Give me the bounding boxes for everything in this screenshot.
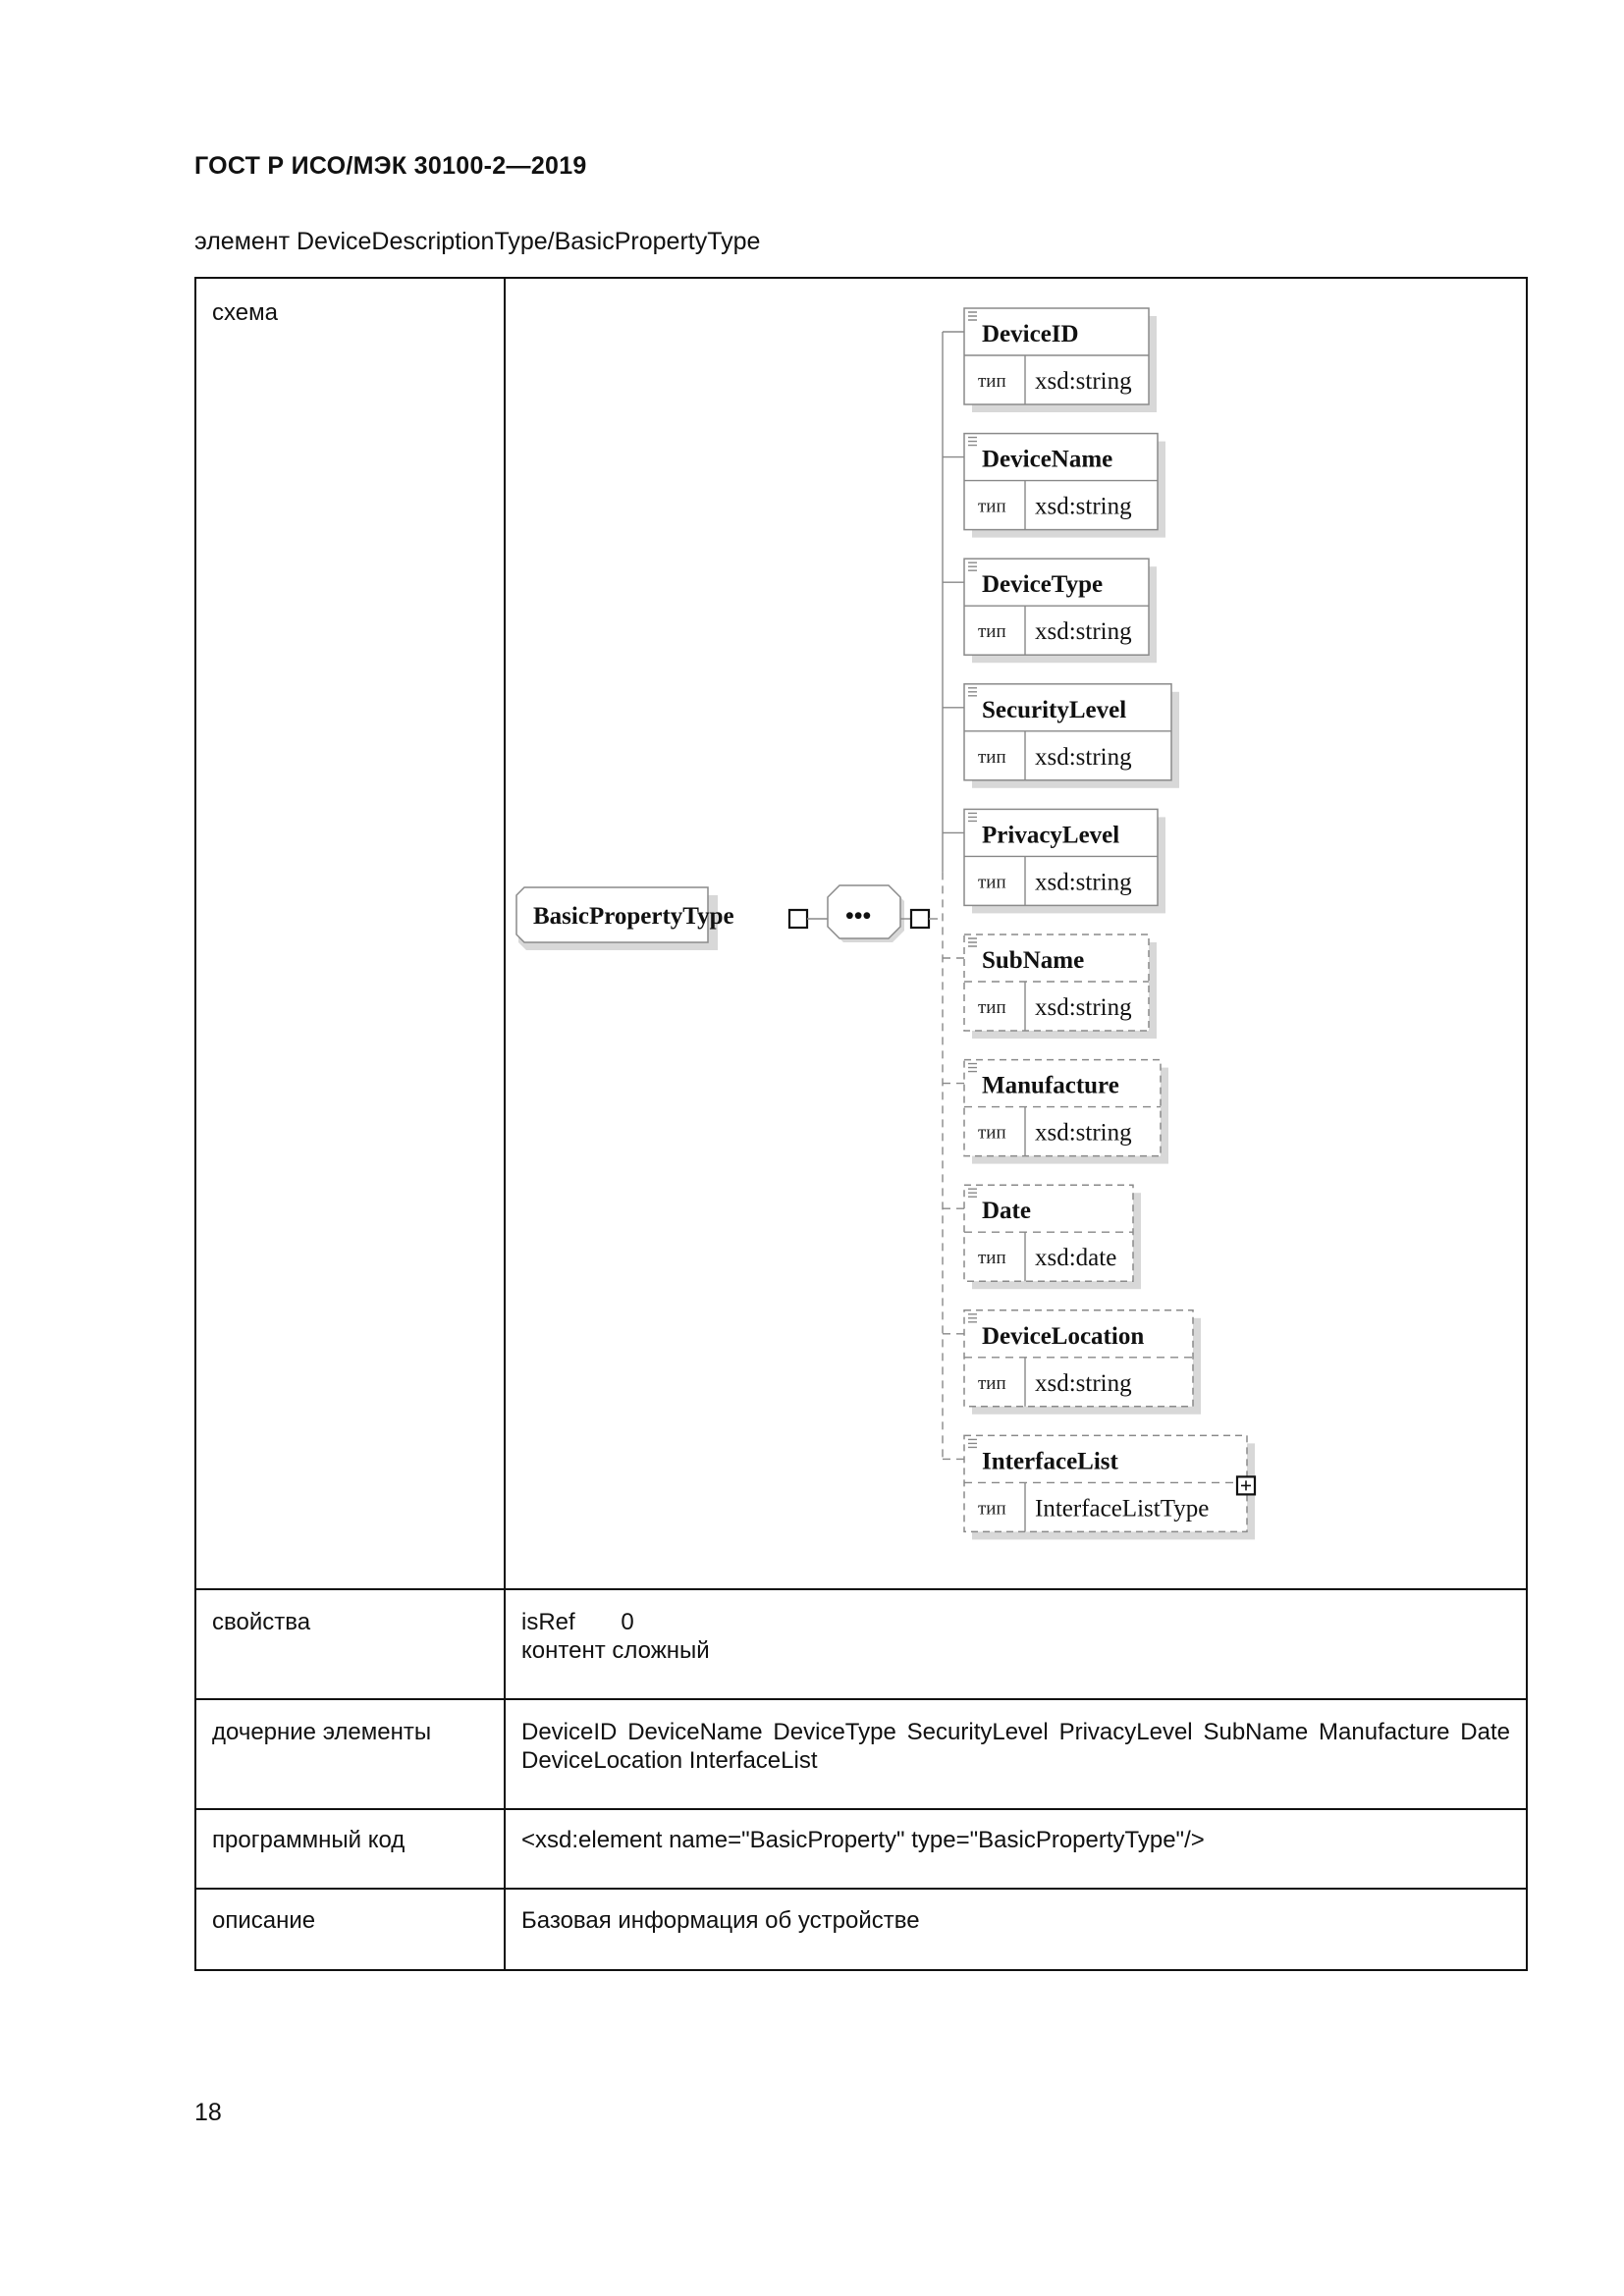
schema-element-type: xsd:string (1035, 618, 1132, 646)
schema-element-name: PrivacyLevel (982, 822, 1120, 849)
schema-element-privacylevel (943, 809, 1165, 913)
type-label: тип (978, 746, 1006, 768)
isref-line (521, 1608, 1510, 1636)
schema-element-name: Date (982, 1198, 1031, 1225)
sequence-collapse-icon[interactable] (911, 910, 929, 928)
schema-element-securitylevel (943, 684, 1179, 788)
table-row-description (195, 1889, 1527, 1970)
table-row-schema (195, 278, 1527, 1589)
schema-element-type: xsd:string (1035, 493, 1132, 520)
schema-element-type: InterfaceListType (1035, 1495, 1210, 1522)
page-number: 18 (194, 2099, 222, 2126)
schema-diagram-cell (505, 278, 1527, 1589)
schema-element-type: xsd:string (1035, 743, 1132, 771)
properties-label: свойства (195, 1589, 505, 1699)
schema-element-date (943, 1185, 1141, 1289)
schema-element-name: Manufacture (982, 1072, 1119, 1099)
schema-element-devicename (943, 434, 1165, 538)
schema-label: схема (195, 278, 505, 1589)
type-label: тип (978, 496, 1006, 517)
schema-element-type: xsd:string (1035, 869, 1132, 896)
type-label: тип (978, 1498, 1006, 1520)
schema-element-devicetype (943, 559, 1157, 663)
schema-element-manufacture (943, 1060, 1168, 1164)
schema-element-devicelocation (943, 1310, 1201, 1415)
schema-element-type: xsd:string (1035, 1119, 1132, 1147)
table-row-code (195, 1809, 1527, 1889)
type-label: тип (978, 1248, 1006, 1269)
schema-diagram (506, 279, 1517, 1571)
schema-element-subname (943, 934, 1157, 1039)
page-header-standard: ГОСТ Р ИСО/МЭК 30100-2—2019 (194, 152, 587, 180)
isref-value: 0 (621, 1609, 634, 1635)
schema-element-name: DeviceType (982, 571, 1104, 599)
properties-cell (505, 1589, 1527, 1699)
type-label: тип (978, 1122, 1006, 1144)
table-row-properties (195, 1589, 1527, 1699)
type-label: тип (978, 1372, 1006, 1394)
root-type-name: BasicPropertyType (533, 903, 734, 930)
type-label: тип (978, 872, 1006, 893)
schema-element-name: DeviceName (982, 446, 1113, 473)
element-caption: элемент DeviceDescriptionType/BasicPropertyType (194, 228, 761, 255)
children-list: DeviceID DeviceName DeviceType SecurityLevel PrivacyLevel SubName Manufacture Date DeviceLocation InterfaceList (505, 1699, 1527, 1809)
root-expand-icon[interactable] (789, 910, 807, 928)
children-label: дочерние элементы (195, 1699, 505, 1809)
root-type-node (516, 887, 807, 950)
schema-element-name: SecurityLevel (982, 696, 1127, 723)
description-label: описание (195, 1889, 505, 1970)
type-label: тип (978, 997, 1006, 1018)
schema-element-name: DeviceID (982, 321, 1079, 347)
schema-element-interfacelist (943, 1435, 1255, 1539)
content-type: контент сложный (521, 1637, 710, 1664)
schema-table (194, 277, 1528, 1971)
schema-element-name: SubName (982, 947, 1085, 974)
schema-element-name: InterfaceList (982, 1448, 1118, 1475)
schema-element-type: xsd:string (1035, 368, 1132, 395)
code-value: <xsd:element name="BasicProperty" type="BasicPropertyType"/> (505, 1809, 1527, 1889)
schema-element-name: DeviceLocation (982, 1322, 1145, 1350)
sequence-compositor (828, 885, 904, 942)
table-row-children (195, 1699, 1527, 1809)
schema-element-type: xsd:string (1035, 994, 1132, 1021)
schema-element-type: xsd:string (1035, 1369, 1132, 1397)
type-label: тип (978, 371, 1006, 392)
type-label: тип (978, 621, 1006, 643)
code-label: программный код (195, 1809, 505, 1889)
sequence-symbol: ••• (845, 903, 872, 930)
schema-element-type: xsd:date (1035, 1245, 1117, 1272)
isref-key: isRef (521, 1609, 575, 1635)
schema-element-deviceid (943, 308, 1157, 412)
description-value: Базовая информация об устройстве (505, 1889, 1527, 1970)
